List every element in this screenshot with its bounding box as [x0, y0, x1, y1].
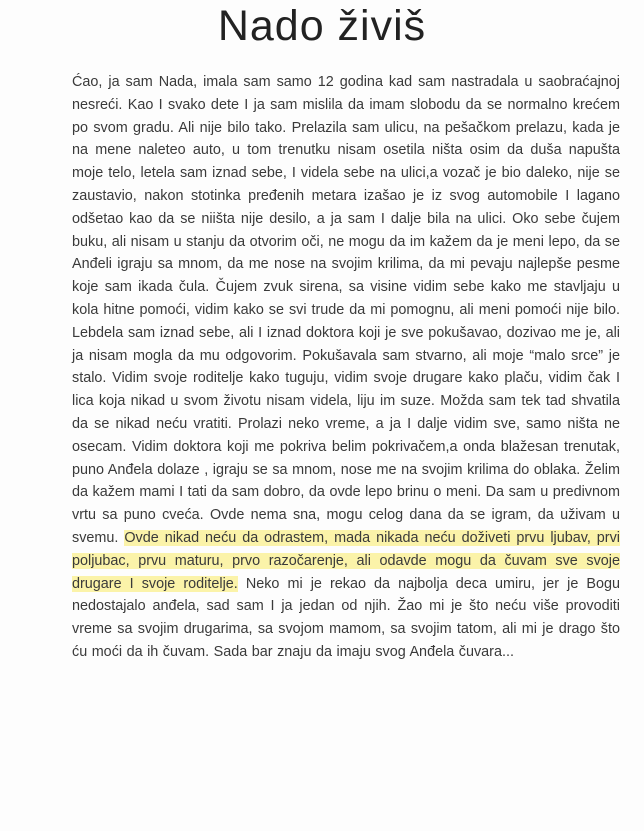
page-title: Nado živiš — [217, 2, 427, 50]
story-paragraph — [72, 71, 620, 664]
paragraph-text-before-highlight: Ćao, ja sam Nada, imala sam samo 12 godina kad sam nastradala u saobraćajnoj nesreći. Kao I svako dete I ja sam mislila da imam slobodu da se normalno krećem po svom gradu. Ali nije bilo tako. Prelazila sam ulicu, na pešačkom prelazu, kada je na mene naleteo auto, u tom trenutku nisam osetila ništa osim da duša napušta moje telo, letela sam iznad sebe, I videla sebe na ulici,a vozač je bio daleko, nije se zaustavio, nakon stotinka pređenih metara izašao je iz svog automobile I lagano odšetao kao da se niišta nije desilo, a ja sam I dalje bila na ulici. Oko sebe čujem buku, ali nisam u stanju da otvorim oči, ne mogu da im kažem da je meni lepo, da se Anđeli igraju sa mnom, da me nose na svojim krilima, da mi pevaju najlepše pesme koje sam ikada čula. Čujem zvuk sirena, sa visine vidim sebe kako me stavljaju u kola hitne pomoći, vidim kako se svi trude da mi pomognu, ali meni pomoći nije bilo. Lebdela sam iznad sebe, ali I iznad doktora koji je sve pokušavao, dozivao me je, ali ja nisam mogla da mu odgovorim. Pokušavala sam stvarno, ali moje “malo srce” je stalo. Vidim svoje roditelje kako tuguju, vidim svoje drugare kako plaču, vidim čak I lica koja nikad u svom životu nisam videla, liju im suze. Možda sam tek tad shvatila da se nikad neću vratiti. Prolazi neko vreme, a ja I dalje vidim sve, samo ništa ne osecam. Vidim doktora koji me pokriva belim pokrivačem,a onda blažesan trenutak, puno Anđela dolaze , igraju se sa mnom, nose me na svojim krilima do oblaka. Želim da kažem mami I tati da sam dobro, da ovde lepo brinu o meni. Da sam u predivnom vrtu sa puno cveća. Ovde nema sna, mogu celog dana da se igram, da uživam u svemu. — [72, 74, 620, 546]
highlighted-passage: Ovde nikad neću da odrastem, mada nikada neću doživeti prvu ljubav, prvi poljubac, prvu maturu, prvo razočarenje, ali odavde mogu da čuvam sve svoje drugare I svoje roditelje. — [72, 529, 620, 592]
paragraph-text-after-highlight: Neko mi je rekao da najbolja deca umiru, jer je Bogu nedostajalo anđela, sad sam I ja jedan od njih. Žao mi je što neću više provoditi vreme sa svojim drugarima, sa svojom mamom, sa svojim tatom, ali mi je drago što ću moći da ih čuvam. Sada bar znaju da imaju svog Anđela čuvara... — [72, 575, 620, 660]
